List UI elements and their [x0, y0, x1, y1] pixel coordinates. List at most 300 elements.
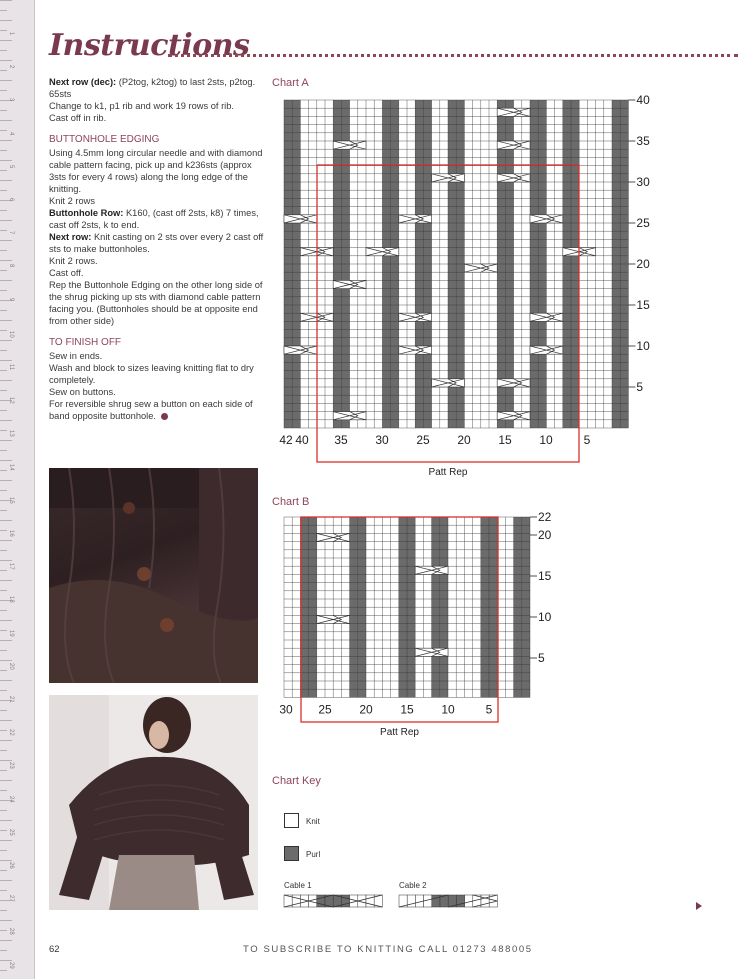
knit-column: [514, 100, 522, 428]
ruler-tick: [0, 830, 7, 831]
knit-column: [440, 100, 448, 428]
ruler-tick: [0, 930, 7, 931]
purl-column: [481, 517, 489, 697]
cable-symbol: [415, 566, 448, 574]
subscribe-line: TO SUBSCRIBE TO KNITTING CALL 01273 488005: [243, 944, 533, 955]
ruler-tick: [0, 40, 12, 41]
ruler-tick: [0, 60, 12, 61]
ruler-number: 10: [8, 330, 14, 338]
buttonhole-heading: BUTTONHOLE EDGING: [49, 134, 160, 145]
cable-symbol: [497, 174, 530, 182]
model-photo-art: [49, 695, 258, 910]
purl-column: [432, 517, 440, 697]
cable-cross: [432, 379, 465, 387]
finish-para-1: Sew in ends.: [49, 351, 103, 361]
x-tick-label: 5: [583, 433, 591, 447]
purl-column: [505, 100, 513, 428]
ruler-number: 25: [8, 828, 14, 836]
ruler-tick: [0, 130, 7, 131]
next-page-arrow-icon: [696, 902, 702, 910]
x-tick-label: 25: [318, 702, 332, 717]
ruler-tick: [0, 910, 7, 911]
key-cell: [300, 895, 308, 907]
knit-column: [300, 100, 308, 428]
buttonhole-para-5: Rep the Buttonhole Edging on the other long side of the shrug picking up sts with diamond cable pattern facing you. (Buttonholes should be at opposite end from other side): [49, 280, 263, 326]
buttonhole-para-1: Using 4.5mm long circular needle and with diamond cable pattern facing, pick up and k236sts (approx 3sts for every 4 rows) along the long edge of the knitting.: [49, 148, 263, 194]
cable-cross: [563, 248, 596, 256]
cable-cross: [333, 412, 366, 420]
ruler-tick: [0, 470, 7, 471]
ruler-number: 23: [8, 762, 14, 770]
knit-column: [505, 517, 513, 697]
y-tick-label: 35: [636, 134, 650, 148]
ruler-tick: [0, 650, 7, 651]
ruler-tick: [0, 740, 12, 741]
purl-column: [309, 517, 317, 697]
buttonhole-para-2: Knit 2 rows: [49, 196, 95, 206]
knit-column: [473, 100, 481, 428]
cable-symbol: [415, 648, 448, 656]
closeup-cardigan-photo: [49, 468, 258, 683]
ruler-number: 27: [8, 895, 14, 902]
ruler-tick: [0, 550, 7, 551]
dec-row-label: Next row (dec):: [49, 77, 117, 87]
ruler-tick: [0, 220, 12, 221]
key-cell: [309, 895, 317, 907]
y-tick-label: 25: [636, 216, 650, 230]
ruler-tick: [0, 920, 12, 921]
ruler-number: 15: [8, 496, 14, 504]
chart-key-title: Chart Key: [272, 775, 321, 787]
cable-cross: [497, 174, 530, 182]
ruler-number: 29: [8, 961, 14, 969]
cable-cross: [399, 346, 432, 354]
ruler-number: 7: [8, 231, 14, 235]
ruler-tick: [0, 760, 12, 761]
purl-column: [350, 517, 358, 697]
ruler-tick: [0, 580, 12, 581]
ruler-tick: [0, 730, 7, 731]
ruler-tick: [0, 540, 12, 541]
purl-column: [571, 100, 579, 428]
cable-symbol: [530, 346, 563, 354]
cable-cross: [333, 280, 366, 288]
cable-symbol: [464, 264, 497, 272]
ruler-number: 14: [8, 463, 14, 471]
y-tick-label: 30: [636, 175, 650, 189]
ruler-tick: [0, 210, 7, 211]
knit-column: [456, 517, 464, 697]
y-tick-label: 10: [636, 339, 650, 353]
ruler-tick: [0, 450, 7, 451]
finish-heading: TO FINISH OFF: [49, 337, 122, 348]
cable-cross: [530, 313, 563, 321]
cable-symbol: [333, 412, 366, 420]
cable-cross: [284, 215, 317, 223]
knit-column: [325, 517, 333, 697]
ruler-tick: [0, 190, 7, 191]
purl-column: [497, 100, 505, 428]
y-tick-label: 5: [636, 380, 644, 394]
knit-column: [358, 100, 366, 428]
knit-column: [333, 517, 341, 697]
key-cell: [317, 895, 325, 907]
ruler-tick: [0, 560, 12, 561]
ruler-tick: [0, 940, 12, 941]
y-tick-label: 15: [636, 298, 650, 312]
ruler-tick: [0, 520, 12, 521]
cable-cross: [317, 533, 350, 541]
ruler-tick: [0, 350, 7, 351]
x-tick-label: 40: [295, 433, 309, 447]
purl-column: [489, 517, 497, 697]
ruler-tick: [0, 320, 12, 321]
ruler-number: 2: [8, 65, 14, 69]
cable-symbol: [300, 313, 333, 321]
key-cell: [415, 895, 423, 907]
purl-column: [456, 100, 464, 428]
purl-column: [358, 517, 366, 697]
ruler-tick: [0, 330, 7, 331]
finish-para-2: Wash and block to sizes leaving knitting flat to dry completely.: [49, 363, 254, 385]
key-cell: [325, 895, 333, 907]
ruler-tick: [0, 90, 7, 91]
purl-column: [292, 100, 300, 428]
knit-column: [587, 100, 595, 428]
knit-column: [464, 100, 472, 428]
purl-column: [522, 517, 530, 697]
ruler-tick: [0, 710, 7, 711]
ruler-tick: [0, 860, 12, 861]
ruler-tick: [0, 170, 7, 171]
rib-instruction: Change to k1, p1 rib and work 19 rows of rib.: [49, 101, 235, 111]
key-cell: [473, 895, 481, 907]
ruler-number: 20: [8, 662, 14, 670]
pattern-repeat-box: [317, 165, 579, 462]
ruler-tick: [0, 310, 7, 311]
finish-para-3: Sew on buttons.: [49, 387, 116, 397]
cable-symbol: [563, 248, 596, 256]
patt-rep-label: Patt Rep: [380, 727, 419, 738]
pattern-repeat-box: [301, 517, 498, 722]
knit-swatch: [284, 813, 299, 828]
purl-column: [391, 100, 399, 428]
cable-key-cross: [284, 895, 382, 907]
cable-symbol: [497, 379, 530, 387]
ruler-tick: [0, 370, 7, 371]
ruler-tick: [0, 610, 7, 611]
purl-label: Purl: [306, 850, 321, 859]
y-tick-label: 10: [538, 610, 552, 624]
ruler-tick: [0, 720, 12, 721]
cast-off-instruction: Cast off in rib.: [49, 113, 107, 123]
knit-column: [284, 517, 292, 697]
cable-symbol: [399, 215, 432, 223]
cable-cross: [317, 615, 350, 623]
knit-column: [341, 517, 349, 697]
knit-column: [366, 100, 374, 428]
key-cell: [284, 895, 292, 907]
ruler-tick: [0, 820, 12, 821]
ruler-tick: [0, 960, 12, 961]
key-cell: [350, 895, 358, 907]
ruler-tick: [0, 480, 12, 481]
cable-cross: [464, 264, 497, 272]
knit-column: [522, 100, 530, 428]
key-cell: [366, 895, 374, 907]
x-tick-label: 10: [441, 702, 455, 717]
ruler-tick: [0, 440, 12, 441]
ruler-tick: [0, 640, 12, 641]
ruler-tick: [0, 430, 7, 431]
model-wearing-shrug-photo: [49, 695, 258, 910]
purl-swatch: [284, 846, 299, 861]
knit-column: [317, 100, 325, 428]
button-1-icon: [137, 567, 151, 581]
ruler-tick: [0, 810, 7, 811]
y-tick-label: 20: [538, 528, 552, 542]
knit-column: [489, 100, 497, 428]
ruler-tick: [0, 420, 12, 421]
buttonhole-para-4: Cast off.: [49, 268, 84, 278]
ruler-tick: [0, 0, 12, 1]
ruler-number: 3: [8, 98, 14, 102]
knit-column: [579, 100, 587, 428]
purl-column: [620, 100, 628, 428]
ruler-tick: [0, 570, 7, 571]
ruler-tick: [0, 390, 7, 391]
knit-column: [374, 100, 382, 428]
x-tick-label: 30: [279, 702, 293, 717]
key-cell: [333, 895, 341, 907]
cable-symbol: [284, 346, 317, 354]
finish-para-4: For reversible shrug sew a button on each side of band opposite buttonhole.: [49, 399, 253, 421]
ruler-tick: [0, 70, 7, 71]
y-tick-label: 5: [538, 651, 545, 665]
purl-column: [333, 100, 341, 428]
knit-column: [415, 517, 423, 697]
page-title: Instructions: [49, 28, 250, 63]
knit-column: [309, 100, 317, 428]
key-cell: [440, 895, 448, 907]
ruler-tick: [0, 870, 7, 871]
cable-symbol: [317, 615, 350, 623]
purl-column: [538, 100, 546, 428]
cable-symbol: [432, 174, 465, 182]
x-tick-label: 5: [485, 702, 493, 717]
ruler-tick: [0, 840, 12, 841]
key-cell: [465, 895, 473, 907]
ruler-tick: [0, 110, 7, 111]
cable-cross: [284, 346, 317, 354]
cable-cross: [530, 215, 563, 223]
ruler-tick: [0, 460, 12, 461]
knit-column: [555, 100, 563, 428]
knit-column: [432, 100, 440, 428]
ruler-number: 18: [8, 596, 14, 604]
y-tick-label: 15: [538, 569, 552, 583]
dec-row-text: (P2tog, k2tog) to last 2sts, p2tog. 65sts: [49, 77, 256, 99]
knit-column: [604, 100, 612, 428]
knit-column: [292, 517, 300, 697]
ruler-tick: [0, 150, 7, 151]
buttonhole-row-label: Buttonhole Row:: [49, 208, 124, 218]
ruler-number: 13: [8, 430, 14, 438]
ruler-tick: [0, 360, 12, 361]
closeup-photo-art: [49, 468, 258, 683]
ruler-tick: [0, 530, 7, 531]
ruler-tick: [0, 180, 12, 181]
cable-cross: [432, 174, 465, 182]
ruler-tick: [0, 690, 7, 691]
knit-label: Knit: [306, 817, 320, 826]
cable-symbol: [432, 379, 465, 387]
cable-symbol: [333, 280, 366, 288]
ruler-tick: [0, 780, 12, 781]
cable-key-cross: [399, 895, 497, 907]
ruler-tick: [0, 290, 7, 291]
key-cell: [407, 895, 415, 907]
cable-cross: [530, 346, 563, 354]
cable-symbol: [284, 215, 317, 223]
cable-cross: [497, 412, 530, 420]
key-cell: [399, 895, 407, 907]
cable2-label: Cable 2: [399, 881, 427, 890]
title-dotted-rule: [168, 54, 738, 57]
key-cell: [456, 895, 464, 907]
ruler-number: 9: [8, 297, 14, 301]
cable-symbol: [497, 108, 530, 116]
ruler-tick: [0, 380, 12, 381]
cable-symbol: [530, 313, 563, 321]
knit-column: [407, 100, 415, 428]
purl-column: [563, 100, 571, 428]
purl-column: [300, 517, 308, 697]
ruler-number: 28: [8, 928, 14, 936]
x-tick-label: 20: [359, 702, 373, 717]
ruler-tick: [0, 10, 7, 11]
knit-column: [497, 517, 505, 697]
ruler-tick: [0, 680, 12, 681]
ruler-tick: [0, 50, 7, 51]
key-cell: [432, 895, 440, 907]
y-tick-label: 40: [636, 93, 650, 107]
knit-column: [473, 517, 481, 697]
ruler-tick: [0, 140, 12, 141]
cable-cross: [497, 379, 530, 387]
cable-symbol: [497, 412, 530, 420]
ruler-tick: [0, 160, 12, 161]
ruler-number: 17: [8, 563, 14, 570]
key-cell: [341, 895, 349, 907]
cable-cross: [497, 141, 530, 149]
ruler-tick: [0, 510, 7, 511]
purl-column: [399, 517, 407, 697]
x-tick-label: 42: [279, 433, 293, 447]
buttonhole-row-text: K160, (cast off 2sts, k8) 7 times, cast off 2sts, k to end.: [49, 208, 259, 230]
ruler-number: 24: [8, 795, 14, 803]
purl-column: [530, 100, 538, 428]
cable-cross: [366, 248, 399, 256]
ruler-tick: [0, 80, 12, 81]
cable-cross: [333, 141, 366, 149]
cable-symbol: [366, 248, 399, 256]
knit-column: [399, 100, 407, 428]
ruler-tick: [0, 410, 7, 411]
purl-column: [341, 100, 349, 428]
x-tick-label: 20: [457, 433, 471, 447]
cable-symbol: [399, 313, 432, 321]
cable-symbol: [333, 141, 366, 149]
measuring-ruler: [0, 0, 35, 979]
ruler-number: 22: [8, 729, 14, 736]
x-tick-label: 25: [416, 433, 430, 447]
ruler-tick: [0, 790, 7, 791]
ruler-number: 19: [8, 629, 14, 637]
key-cell: [358, 895, 366, 907]
ruler-tick: [0, 120, 12, 121]
ruler-tick: [0, 490, 7, 491]
y-tick-label: 22: [538, 510, 552, 524]
ruler-tick: [0, 270, 7, 271]
ruler-tick: [0, 20, 12, 21]
purl-column: [415, 100, 423, 428]
cable-cross: [415, 566, 448, 574]
ruler-tick: [0, 620, 12, 621]
purl-column: [440, 517, 448, 697]
cable-cross: [300, 248, 333, 256]
ruler-tick: [0, 30, 7, 31]
next-row-text: Knit casting on 2 sts over every 2 cast off sts to make buttonholes.: [49, 232, 264, 254]
ruler-tick: [0, 240, 12, 241]
purl-column: [407, 517, 415, 697]
buttonhole-para-3: Knit 2 rows.: [49, 256, 98, 266]
key-cell: [424, 895, 432, 907]
purl-column: [284, 100, 292, 428]
ruler-tick: [0, 590, 7, 591]
x-tick-label: 15: [400, 702, 414, 717]
knit-column: [374, 517, 382, 697]
ruler-tick: [0, 890, 7, 891]
knit-column: [391, 517, 399, 697]
ruler-number: 5: [8, 164, 14, 169]
x-tick-label: 35: [334, 433, 348, 447]
knit-column: [448, 517, 456, 697]
purl-column: [448, 100, 456, 428]
ruler-number: 16: [8, 530, 14, 537]
purl-column: [382, 100, 390, 428]
key-cell: [292, 895, 300, 907]
knit-column: [382, 517, 390, 697]
button-2-icon: [160, 618, 174, 632]
ruler-tick: [0, 950, 7, 951]
ruler-tick: [0, 280, 12, 281]
ruler-tick: [0, 260, 12, 261]
ruler-number: 1: [8, 32, 14, 36]
purl-column: [423, 100, 431, 428]
cable-cross: [399, 313, 432, 321]
x-tick-label: 30: [375, 433, 389, 447]
cable-symbol: [317, 533, 350, 541]
knit-column: [546, 100, 554, 428]
chart-a-label: Chart A: [272, 77, 309, 89]
cable-cross: [300, 313, 333, 321]
patt-rep-label: Patt Rep: [428, 467, 468, 478]
ruler-tick: [0, 880, 12, 881]
knit-column: [317, 517, 325, 697]
cable-cross: [415, 648, 448, 656]
ruler-tick: [0, 630, 7, 631]
